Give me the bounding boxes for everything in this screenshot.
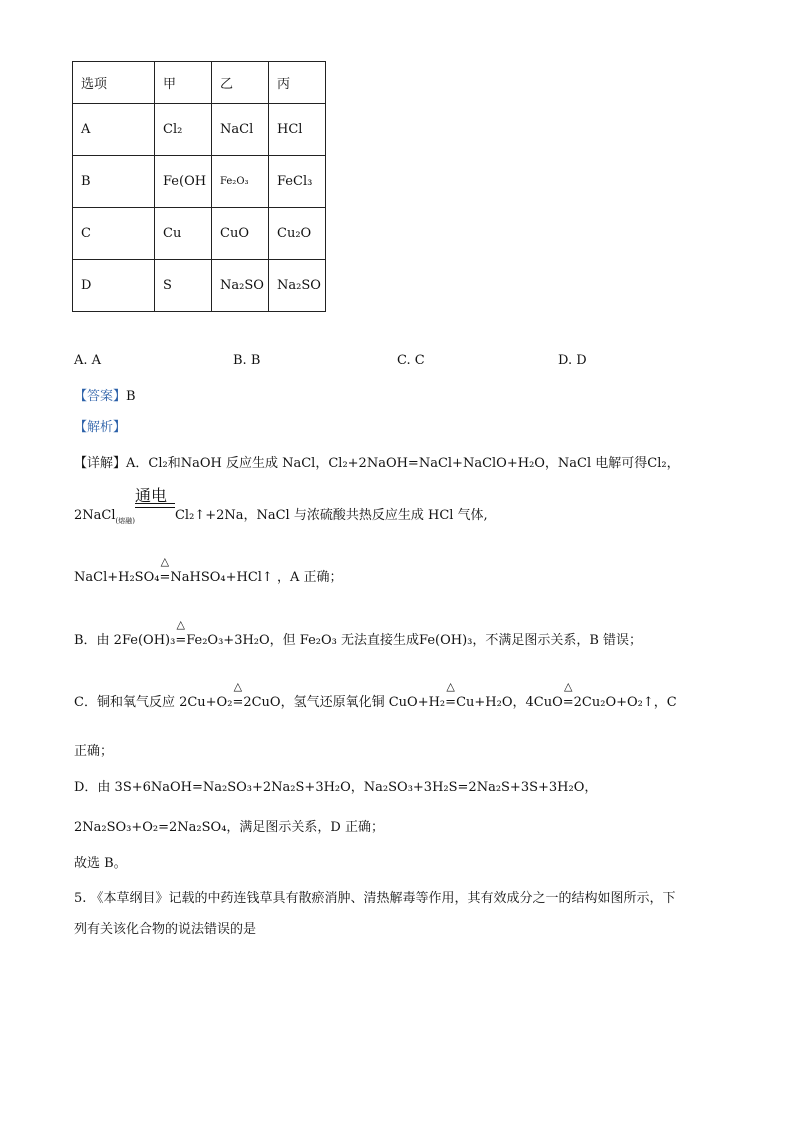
table-cell: A	[73, 104, 155, 156]
answer-label: 【答案】	[74, 389, 127, 404]
heat-triangle-icon: △	[233, 680, 243, 693]
detail-label: 【详解】	[74, 456, 127, 471]
explanation-line-d-2: 2Na₂SO₃+O₂=2Na₂SO₄，满足图示关系，D 正确；	[74, 820, 384, 835]
table-cell: D	[73, 260, 155, 312]
explanation-line-b	[74, 618, 643, 648]
formula-text: B．由 2Fe(OH)₃	[74, 633, 176, 648]
heat-triangle-icon: △	[176, 618, 185, 631]
table-cell: Cu₂O	[269, 208, 326, 260]
table-header-cell: 乙	[212, 62, 269, 104]
heat-equals-sign: △ =	[159, 555, 171, 585]
explanation-line-a	[74, 452, 680, 471]
conclusion-line: 故选 B。	[74, 856, 127, 871]
table-row	[73, 260, 326, 312]
heat-triangle-icon: △	[446, 680, 455, 693]
condition-text: (熔融)	[115, 517, 135, 525]
choice-b: B. B	[233, 353, 261, 368]
formula-text: 2CuO，氢气还原氧化铜 CuO+H₂	[243, 695, 446, 710]
formula-text: 2NaCl	[74, 508, 116, 523]
explanation-line-nacl	[74, 555, 343, 585]
table-cell: B	[73, 156, 155, 208]
line-text: Cl₂↑+2Na，NaCl 与浓硫酸共热反应生成 HCl 气体,	[174, 508, 488, 523]
choice-a: A. A	[74, 353, 102, 368]
explanation-line-d: D．由 3S+6NaOH=Na₂SO₃+2Na₂S+3H₂O，Na₂SO₃+3H₂S=2Na₂S+3S+3H₂O，	[74, 780, 598, 795]
table-cell: HCl	[269, 104, 326, 156]
choice-c: C. C	[397, 353, 425, 368]
table-cell: Fe₂O₃	[212, 156, 269, 208]
answer-value: B	[126, 389, 136, 404]
reaction-condition-arrow	[134, 486, 175, 519]
table-cell: NaCl	[212, 104, 269, 156]
table-header-cell: 选项	[73, 62, 155, 104]
table-cell: Na₂SO	[269, 260, 326, 312]
options-table	[72, 61, 326, 312]
question-5-line-1: 5. 《本草纲目》记载的中药连钱草具有散瘀消肿、清热解毒等作用，其有效成分之一的结构如图所示，下	[74, 891, 676, 906]
table-cell: Na₂SO	[212, 260, 269, 312]
heat-equals-sign: △ =	[232, 680, 244, 710]
table-header-cell: 丙	[269, 62, 326, 104]
table-cell: Cu	[155, 208, 212, 260]
analysis-label: 【解析】	[74, 420, 127, 435]
table-header-cell: 甲	[155, 62, 212, 104]
table-cell: Cl₂	[155, 104, 212, 156]
table-row	[73, 208, 326, 260]
explanation-line-electrolysis	[74, 486, 488, 526]
table-row	[73, 104, 326, 156]
heat-equals-sign: △ =	[562, 680, 574, 710]
table-cell: CuO	[212, 208, 269, 260]
question-5-line-2: 列有关该化合物的说法错误的是	[74, 922, 257, 937]
heat-triangle-icon: △	[563, 680, 573, 693]
formula-text: Cu+H₂O，4CuO	[456, 695, 563, 710]
heat-equals-sign: △ =	[445, 680, 457, 710]
heat-equals-sign: △ =	[175, 618, 187, 648]
formula-text: C．铜和氧气反应 2Cu+O₂	[74, 695, 233, 710]
line-text: Fe₂O₃+3H₂O，但 Fe₂O₃ 无法直接生成Fe(OH)₃，不满足图示关系，B 错误；	[186, 633, 643, 648]
choice-d: D. D	[558, 353, 587, 368]
table-header-row	[73, 62, 326, 104]
explanation-line-c	[74, 680, 677, 710]
table-cell: FeCl₃	[269, 156, 326, 208]
table-cell: S	[155, 260, 212, 312]
table-row	[73, 156, 326, 208]
table-cell: C	[73, 208, 155, 260]
explanation-line-c-end: 正确；	[74, 744, 114, 759]
answer-line	[74, 385, 136, 404]
table-cell: Fe(OH	[155, 156, 212, 208]
condition-label: 通电	[134, 486, 167, 505]
line-text: NaHSO₄+HCl↑ ，A 正确；	[170, 570, 343, 585]
formula-text: NaCl+H₂SO₄	[74, 570, 160, 585]
heat-triangle-icon: △	[160, 555, 170, 568]
line-text: 2Cu₂O+O₂↑，C	[573, 695, 677, 710]
line-text: A．Cl₂和NaOH 反应生成 NaCl，Cl₂+2NaOH=NaCl+NaClO+H₂O，NaCl 电解可得Cl₂，	[126, 456, 680, 471]
